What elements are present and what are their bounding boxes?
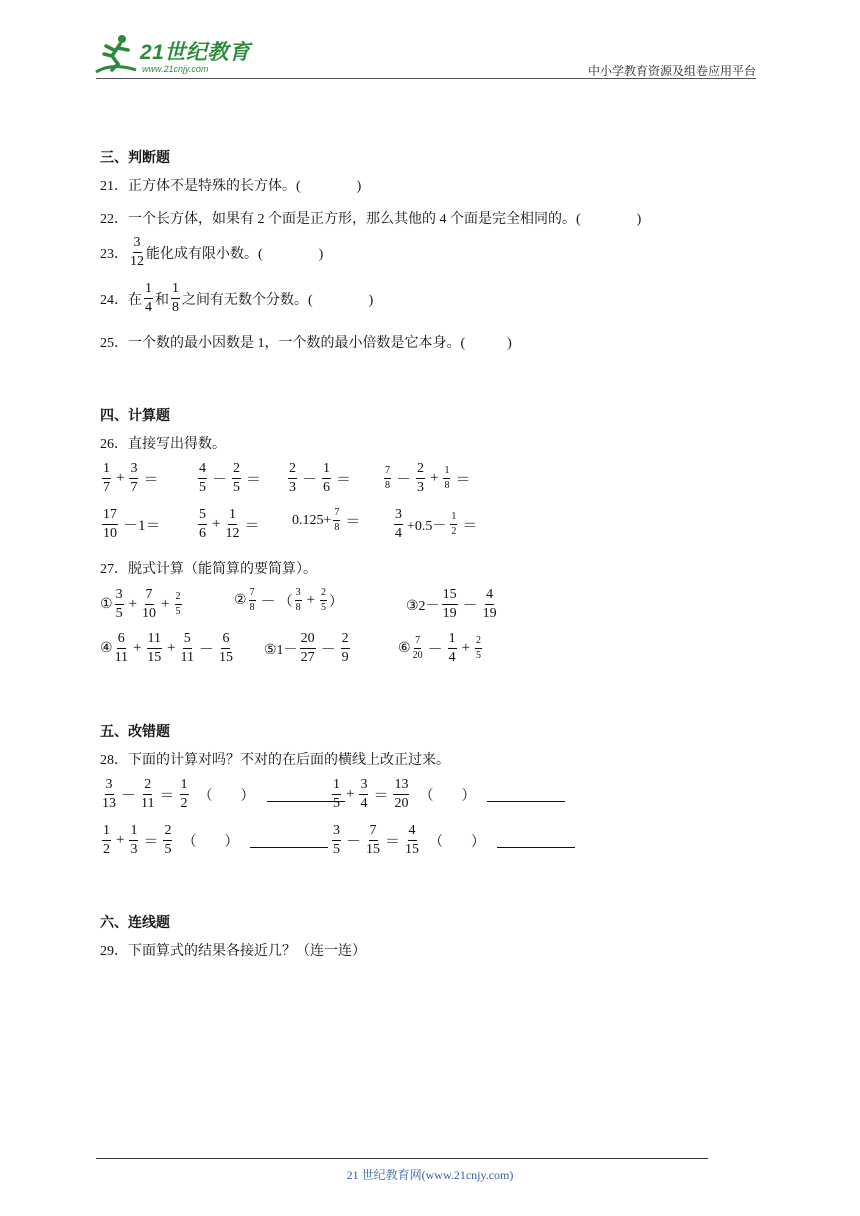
denominator: 8 <box>385 480 390 491</box>
denominator: 8 <box>172 300 179 315</box>
denominator: 4 <box>145 300 152 315</box>
equals: ＝ <box>345 514 361 530</box>
fraction <box>129 824 138 857</box>
fraction <box>300 632 316 665</box>
fraction <box>450 512 457 537</box>
fraction <box>232 462 241 495</box>
operator: + <box>161 596 170 612</box>
numerator: 3 <box>129 462 138 479</box>
denominator: 12 <box>130 254 144 269</box>
fraction <box>144 282 153 315</box>
numerator: 3 <box>115 588 124 605</box>
denominator: 5 <box>115 606 123 621</box>
operator: + <box>346 786 355 802</box>
operator: － <box>121 788 137 804</box>
question-28: 28．下面的计算对吗？不对的在后面的横线上改正过来。 <box>100 753 450 768</box>
fraction <box>142 588 156 621</box>
fraction <box>180 632 193 665</box>
fraction <box>332 824 341 857</box>
numerator: 11 <box>147 632 162 649</box>
fraction <box>249 588 256 613</box>
numerator: 7 <box>333 508 340 521</box>
fraction <box>442 588 458 621</box>
expr-label: ② <box>234 593 247 608</box>
header-platform-text: 中小学教育资源及组卷应用平台 <box>587 64 756 78</box>
numerator: 3 <box>295 588 302 601</box>
denominator: 15 <box>147 650 162 665</box>
denominator: 4 <box>395 526 402 541</box>
q23-suffix: 能化成有限小数。( ) <box>146 246 324 262</box>
fraction <box>295 588 302 613</box>
numerator: 4 <box>198 462 207 479</box>
judgment-parens[interactable]: （ ） <box>182 834 239 850</box>
numerator: 7 <box>145 588 154 605</box>
judgment-parens[interactable]: （ ） <box>429 834 486 850</box>
denominator: 10 <box>103 526 117 541</box>
equals: ＝ <box>462 518 478 534</box>
fraction <box>384 466 391 491</box>
operator: － <box>212 472 228 488</box>
denominator: 13 <box>102 796 116 811</box>
numerator: 15 <box>442 588 458 605</box>
answer-line[interactable] <box>497 833 575 848</box>
logo-text: 21世纪教育 <box>140 41 251 64</box>
denominator: 15 <box>218 650 233 665</box>
operator: － <box>396 472 412 488</box>
calc-3 <box>286 462 354 495</box>
runner-logo-icon <box>92 32 140 76</box>
question-23 <box>100 236 323 269</box>
equals: ＝ <box>373 788 389 804</box>
answer-line[interactable] <box>250 833 328 848</box>
denominator: 3 <box>417 480 425 495</box>
numerator: 13 <box>393 778 409 795</box>
operator: － <box>302 472 318 488</box>
numerator: 3 <box>133 236 142 253</box>
fraction <box>332 778 341 811</box>
expr-label: ④ <box>100 641 113 656</box>
denominator: 3 <box>289 480 296 495</box>
calc-8-mid: +0.5－ <box>407 518 447 534</box>
numerator: 1 <box>102 824 111 841</box>
expr-label: ③2－ <box>406 598 440 614</box>
fraction <box>180 778 189 811</box>
denominator: 7 <box>130 480 138 495</box>
question-27: 27．脱式计算（能简算的要简算）。 <box>100 562 317 577</box>
fraction <box>115 588 124 621</box>
numerator: 1 <box>450 512 457 525</box>
fraction <box>320 588 327 613</box>
denominator: 11 <box>180 650 194 665</box>
numerator: 7 <box>384 466 391 479</box>
equals: ＝ <box>455 472 471 488</box>
numerator: 1 <box>228 508 237 525</box>
fraction <box>225 508 239 541</box>
fraction <box>394 508 403 541</box>
equals: ＝ <box>244 518 260 534</box>
calc-4 <box>382 462 474 495</box>
operator: + <box>306 592 316 608</box>
calc-7 <box>292 508 363 533</box>
calc-6 <box>196 508 262 541</box>
expr-4 <box>100 632 235 665</box>
denominator: 8 <box>295 602 301 613</box>
numerator: 3 <box>394 508 403 525</box>
operator: － <box>346 834 362 850</box>
fraction <box>102 778 116 811</box>
numerator: 6 <box>117 632 126 649</box>
calc-1 <box>100 462 161 495</box>
numerator: 5 <box>183 632 192 649</box>
denominator: 7 <box>103 480 110 495</box>
fraction <box>175 592 182 617</box>
fraction <box>416 462 425 495</box>
calc-8 <box>392 508 480 541</box>
fraction <box>443 466 450 491</box>
fraction <box>102 462 111 495</box>
footer-divider <box>96 1158 708 1159</box>
expr-label: ① <box>100 597 113 612</box>
equals: ＝ <box>143 834 159 850</box>
operator: － <box>462 598 478 614</box>
numerator: 1 <box>180 778 189 795</box>
fraction <box>198 462 207 495</box>
fraction <box>198 508 207 541</box>
expr-1 <box>100 588 184 621</box>
fraction <box>130 236 144 269</box>
logo-url: www.21cnjy.com <box>142 64 209 74</box>
operator: + <box>116 832 125 848</box>
denominator: 5 <box>333 842 340 857</box>
operator: + <box>430 470 439 486</box>
denominator: 10 <box>142 606 157 621</box>
numerator: 2 <box>232 462 241 479</box>
expr-2 <box>234 588 343 613</box>
question-26: 26．直接写出得数。 <box>100 437 226 452</box>
fraction <box>115 632 128 665</box>
fraction <box>405 824 419 857</box>
numerator: 3 <box>359 778 368 795</box>
numerator: 7 <box>249 588 256 601</box>
numerator: 17 <box>102 508 118 525</box>
denominator: 19 <box>482 606 497 621</box>
denominator: 5 <box>476 650 482 661</box>
operator: + <box>128 596 138 612</box>
denominator: 27 <box>300 650 315 665</box>
section-title-correction: 五、改错题 <box>100 723 170 739</box>
left-paren: （ <box>278 594 293 610</box>
fraction <box>219 632 233 665</box>
operator: + <box>461 640 471 656</box>
fraction <box>366 824 380 857</box>
denominator: 6 <box>323 480 331 495</box>
operator: + <box>212 516 221 532</box>
operator: + <box>133 640 142 656</box>
denominator: 8 <box>249 602 255 613</box>
denominator: 8 <box>334 522 340 533</box>
denominator: 5 <box>321 602 327 613</box>
denominator: 15 <box>366 842 381 857</box>
numerator: 2 <box>163 824 172 841</box>
operator: + <box>167 640 176 656</box>
expr-label: ⑥ <box>398 641 411 656</box>
denominator: 3 <box>130 842 138 857</box>
calc-2 <box>196 462 264 495</box>
numerator: 2 <box>475 636 482 649</box>
fraction <box>448 632 457 665</box>
operator: － <box>320 642 336 658</box>
q23-prefix: 23． <box>100 246 128 262</box>
section-title-calculation: 四、计算题 <box>100 407 170 423</box>
judgment-parens[interactable]: （ ） <box>419 788 476 804</box>
denominator: 20 <box>394 796 409 811</box>
operator: + <box>116 470 125 486</box>
denominator: 5 <box>175 606 181 617</box>
numerator: 4 <box>408 824 417 841</box>
fraction <box>147 632 162 665</box>
correction-2 <box>330 778 565 811</box>
numerator: 1 <box>144 282 153 299</box>
question-25: 25．一个数的最小因数是 1，一个数的最小倍数是它本身。( ) <box>100 336 512 351</box>
fraction <box>333 508 340 533</box>
denominator: 6 <box>199 526 206 541</box>
denominator: 9 <box>341 650 349 665</box>
equals: ＝ <box>246 472 262 488</box>
right-paren: ） <box>329 594 344 610</box>
answer-line[interactable] <box>487 787 565 802</box>
denominator: 20 <box>412 650 423 661</box>
q24-suffix: 之间有无数个分数。( ) <box>182 292 374 308</box>
numerator: 20 <box>300 632 316 649</box>
fraction <box>413 636 423 661</box>
numerator: 7 <box>414 636 421 649</box>
numerator: 2 <box>341 632 350 649</box>
fraction <box>322 462 331 495</box>
numerator: 2 <box>288 462 297 479</box>
denominator: 12 <box>225 526 240 541</box>
equals: ＝ <box>385 834 401 850</box>
numerator: 2 <box>175 592 182 605</box>
q24-prefix: 24．在 <box>100 292 142 308</box>
denominator: 11 <box>114 650 129 665</box>
fraction <box>163 824 172 857</box>
denominator: 8 <box>444 480 450 491</box>
expr-6 <box>398 632 484 665</box>
denominator: 5 <box>333 796 340 811</box>
operator: － <box>427 642 443 658</box>
denominator: 15 <box>405 842 420 857</box>
q24-mid: 和 <box>155 292 169 308</box>
fraction <box>483 588 497 621</box>
denominator: 19 <box>442 606 457 621</box>
operator: － <box>198 642 214 658</box>
fraction <box>102 824 111 857</box>
denominator: 2 <box>180 796 188 811</box>
numerator: 3 <box>105 778 114 795</box>
numerator: 1 <box>102 462 111 479</box>
numerator: 2 <box>143 778 152 795</box>
operator-tail: －1＝ <box>123 518 161 534</box>
site-logo <box>92 32 262 80</box>
numerator: 1 <box>448 632 457 649</box>
section-title-judgment: 三、判断题 <box>100 149 170 165</box>
numerator: 1 <box>129 824 138 841</box>
numerator: 1 <box>322 462 331 479</box>
denominator: 2 <box>103 842 110 857</box>
fraction <box>171 282 180 315</box>
denominator: 5 <box>199 480 206 495</box>
numerator: 2 <box>416 462 425 479</box>
numerator: 1 <box>332 778 341 795</box>
judgment-parens[interactable]: （ ） <box>198 788 255 804</box>
header-divider <box>96 78 756 79</box>
question-29: 29．下面算式的结果各接近几？（连一连） <box>100 944 366 959</box>
question-22: 22．一个长方体，如果有 2 个面是正方形，那么其他的 4 个面是完全相同的。( ) <box>100 212 642 227</box>
fraction <box>393 778 409 811</box>
numerator: 2 <box>320 588 327 601</box>
denominator: 5 <box>233 480 241 495</box>
fraction <box>359 778 368 811</box>
denominator: 4 <box>360 796 368 811</box>
numerator: 1 <box>171 282 180 299</box>
denominator: 2 <box>451 526 457 537</box>
numerator: 1 <box>443 466 450 479</box>
fraction <box>475 636 482 661</box>
denominator: 11 <box>141 796 155 811</box>
operator: － <box>260 594 276 610</box>
numerator: 4 <box>485 588 494 605</box>
calc-5 <box>100 508 164 541</box>
calc-7-prefix: 0.125+ <box>292 512 332 528</box>
denominator: 5 <box>164 842 172 857</box>
numerator: 5 <box>198 508 207 525</box>
equals: ＝ <box>336 472 352 488</box>
correction-3 <box>100 824 328 857</box>
section-title-matching: 六、连线题 <box>100 914 170 930</box>
equals: ＝ <box>143 472 159 488</box>
numerator: 3 <box>332 824 341 841</box>
equals: ＝ <box>159 788 175 804</box>
numerator: 7 <box>369 824 378 841</box>
correction-4 <box>330 824 575 857</box>
fraction <box>129 462 138 495</box>
fraction <box>341 632 350 665</box>
fraction <box>102 508 118 541</box>
question-24 <box>100 282 373 315</box>
expr-label: ⑤1－ <box>264 642 298 658</box>
expr-3 <box>406 588 499 621</box>
correction-1 <box>100 778 345 811</box>
expr-5 <box>264 632 352 665</box>
numerator: 6 <box>221 632 230 649</box>
denominator: 4 <box>448 650 456 665</box>
footer-text[interactable]: 21 世纪教育网(www.21cnjy.com) <box>346 1168 514 1182</box>
question-21: 21．正方体不是特殊的长方体。( ) <box>100 179 362 194</box>
fraction <box>141 778 154 811</box>
fraction <box>288 462 297 495</box>
